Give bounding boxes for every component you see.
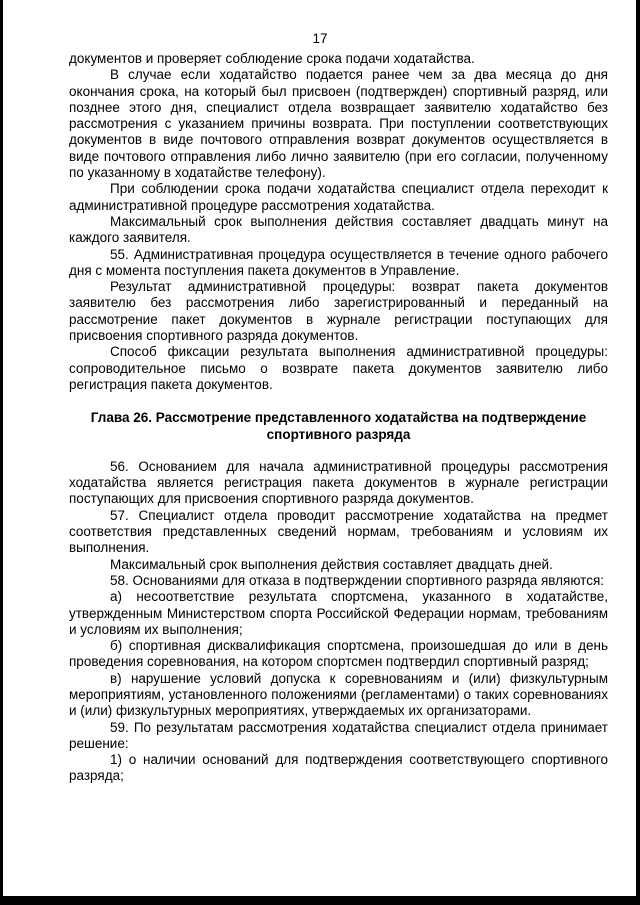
chapter-heading: Глава 26. Рассмотрение представленного ходатайства на подтверждение спортивного разряда: [90, 410, 587, 442]
list-item: а) несоответствие результата спортсмена, указанного в ходатайстве, утвержденным Министерством спорта Российской Федерации нормам, требованиям и условиям их выполнения;: [69, 589, 608, 637]
paragraph: Максимальный срок выполнения действия составляет двадцать минут на каждого заявителя.: [69, 213, 608, 246]
paragraph: Способ фиксации результата выполнения административной процедуры: сопроводительное письмо о возврате пакета документов заявителю либо регистрация пакета документов.: [69, 344, 608, 392]
paragraph: Максимальный срок выполнения действия составляет двадцать дней.: [110, 556, 553, 572]
paragraph: 55. Административная процедура осуществляется в течение одного рабочего дня с момента поступления пакета документов в Управление.: [69, 246, 608, 278]
list-item: б) спортивная дисквалификация спортсмена, произошедшая до или в день проведения соревнования, на котором спортсмен подтвердил спортивный разряд;: [69, 638, 608, 670]
list-item: в) нарушение условий допуска к соревнованиям и (или) физкультурным мероприятиям, установленного положениями (регламентами) о таких соревнованиях и (или) физкультурных мероприятиях, утверждаемых их организаторами.: [69, 670, 608, 719]
paragraph: При соблюдении срока подачи ходатайства специалист отдела переходит к административной процедуре рассмотрения ходатайства.: [69, 181, 608, 213]
paragraph: В случае если ходатайство подается ранее чем за два месяца до дня окончания срока, на который был присвоен (подтвержден) спортивный разряд, или позднее этого дня, специалист отдела возвращает заявителю ходатайство без рассмотрения с указанием причины возврата. При поступлении соответствующих документов в виде почтового отправления возврат документов осуществляется в виде почтового отправления либо лично заявителю (при его согласии, полученному по указанному в ходатайстве телефону).: [69, 67, 608, 181]
paragraph: 58. Основаниями для отказа в подтверждении спортивного разряда являются:: [110, 572, 605, 588]
scan-left-edge: [0, 0, 3, 905]
paragraph: 57. Специалист отдела проводит рассмотрение ходатайства на предмет соответствия представленных сведений нормам, требованиям и условиям их выполнения.: [69, 507, 608, 556]
scan-bottom-edge: [0, 896, 640, 905]
scan-right-edge: [636, 0, 640, 905]
paragraph: 59. По результатам рассмотрения ходатайства специалист отдела принимает решение:: [69, 719, 608, 751]
paragraph: 56. Основанием для начала административной процедуры рассмотрения ходатайства является регистрация пакета документов в журнале регистрации поступающих для присвоения спортивного разряда документов.: [69, 458, 608, 507]
paragraph: документов и проверяет соблюдение срока подачи ходатайства.: [69, 51, 475, 66]
page-number: 17: [312, 31, 328, 46]
paragraph: Результат административной процедуры: возврат пакета документов заявителю без рассмотрения либо зарегистрированный и переданный на рассмотрение пакет документов в журнале регистрации поступающих для присвоения спортивного разряда документов.: [69, 279, 608, 344]
document-body: [69, 51, 608, 785]
list-item: 1) о наличии оснований для подтверждения соответствующего спортивного разряда;: [69, 752, 608, 784]
